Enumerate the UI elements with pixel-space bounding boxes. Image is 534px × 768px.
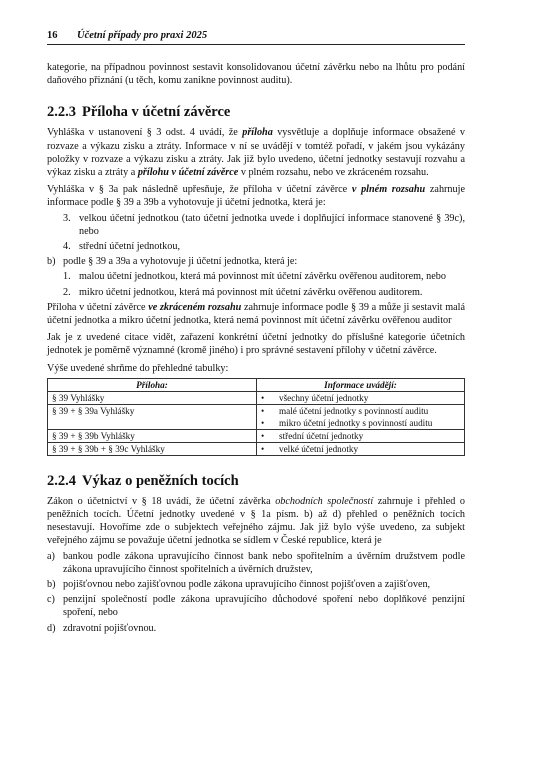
text-run: Vyhláška v ustanovení § 3 odst. 4 uvádí, že [47, 127, 243, 139]
list-text: mikro účetní jednotkou, která má povinnost mít účetní závěrku ověřenou auditorem. [79, 286, 423, 298]
paragraph-table-intro: Výše uvedené shrňme do přehledné tabulky: [47, 362, 229, 374]
paragraph-priloha-definition [47, 126, 465, 179]
list-item [47, 593, 465, 619]
emphasis-obchodni-spolecnosti: obchodních společností [275, 495, 374, 507]
list-marker: 4. [63, 241, 71, 253]
table-cell-info [257, 429, 465, 442]
table-bullet-item [261, 443, 460, 455]
list-small-scope [63, 270, 465, 298]
text-run: vysvětluje a doplňuje informace obsažené v rozvaze a výkazu zisku a ztráty. Informace v ní se uvádějí v tomtéž pořadí, v jakém jsou vykázány položky v rozvaze a výkazu zisku a ztráty. Jak již bylo uvedeno, účetní jednotky sestavují rozvahu a výkaz zisku a ztráty a [47, 127, 465, 179]
running-head [47, 30, 465, 45]
paragraph-cash-flow [47, 495, 465, 548]
section-number: 2.2.3 [47, 104, 76, 121]
page [47, 30, 465, 635]
table-row [48, 442, 465, 455]
section-title: Příloha v účetní závěrce [82, 104, 231, 121]
text-run: v plném rozsahu, nebo ve zkráceném rozsahu. [238, 167, 429, 179]
list-marker: a) [47, 550, 55, 562]
list-marker: c) [47, 594, 55, 606]
page-number: 16 [47, 30, 58, 41]
bullet-text: velké účetní jednotky [279, 443, 359, 454]
bullet-mark: • [261, 443, 265, 454]
table-cell-info [257, 391, 465, 404]
list-item [63, 286, 465, 299]
bullet-text: střední účetní jednotky [279, 430, 364, 441]
list-marker: d) [47, 622, 56, 634]
table-row [48, 391, 465, 404]
list-item-b [47, 255, 465, 268]
table-cell-info [257, 442, 465, 455]
text-run: zahrnuje informace podle § 39 a může ji sestavit malá účetní jednotka a mikro účetní jednotka, která nemá povinnost mít účetní závěrku ověřenou auditor [47, 301, 465, 327]
list-item [63, 240, 465, 253]
table-bullet-item [261, 392, 460, 404]
paragraph-plny-rozsah [47, 183, 465, 209]
list-text: zdravotní pojišťovnou. [63, 622, 157, 634]
list-text: střední účetní jednotkou, [79, 241, 181, 253]
list-marker: 2. [63, 286, 71, 298]
text-run: zahrnuje i přehled o peněžních tocích. Účetní jednotky uvedené v § 1a písm. b) až d) přehled o peněžních tocích nesestavují. Hovoříme zde o subjektech veřejného zájmu. Jak již bylo výše uvedeno, za subjekt veřejného zájmu se považuje účetní jednotka se sídlem v České republice, která je [47, 495, 465, 547]
list-marker: b) [47, 579, 56, 591]
bullet-mark: • [261, 392, 265, 403]
section-title: Výkaz o peněžních tocích [82, 472, 239, 489]
list-item [47, 622, 465, 635]
list-text: malou účetní jednotkou, která má povinnost mít účetní závěrku ověřenou auditorem, nebo [79, 271, 446, 283]
section-heading-2-2-3 [47, 104, 465, 121]
summary-table [47, 378, 465, 456]
list-item [63, 212, 465, 238]
list-text: penzijní společností podle zákona upravujícího důchodové spoření nebo doplňkové penzijní spoření, nebo [63, 594, 465, 619]
section-number: 2.2.4 [47, 472, 76, 489]
bullet-text: mikro účetní jednotky s povinností auditu [279, 417, 433, 428]
list-text: bankou podle zákona upravujícího činnost bank nebo spořitelním a úvěrním družstvem podle zákona upravujícího činnost spořitelních a úvěrních družstev, [63, 550, 465, 575]
table-row [48, 404, 465, 429]
emphasis-plny-rozsah: v plném rozsahu [351, 184, 426, 196]
list-marker: 3. [63, 212, 71, 224]
table-bullet-item [261, 417, 460, 429]
list-item [47, 550, 465, 576]
paragraph-citation-note: Jak je z uvedené citace vidět, zařazení konkrétní účetní jednotky do příslušné kategorie účetních jednotek je poměrně významné (kromě jiného) i pro správné sestavení přílohy v účetní závěrce. [47, 332, 465, 357]
list-public-interest-entities [47, 550, 465, 635]
table-bullet-item [261, 405, 460, 417]
table-cell-info [257, 404, 465, 429]
text-run: Vyhláška v § 3a pak následně upřesňuje, že příloha v účetní závěrce [47, 184, 352, 196]
bullet-text: všechny účetní jednotky [279, 392, 369, 403]
book-title: Účetní případy pro praxi 2025 [77, 30, 208, 41]
table-bullet-item [261, 430, 460, 442]
bullet-text: malé účetní jednotky s povinností auditu [279, 405, 429, 416]
bullet-mark: • [261, 405, 265, 416]
intro-paragraph: kategorie, na případnou povinnost sestavit konsolidovanou účetní závěrku nebo na lhůtu pro podání daňového přiznání (u těch, komu zanikne povinnost auditu). [47, 62, 465, 87]
emphasis-priloha: příloha [242, 127, 273, 139]
table-header-row [48, 378, 465, 391]
list-full-scope [63, 212, 465, 254]
list-text: podle § 39 a 39a a vyhotovuje ji účetní jednotka, která je: [63, 256, 298, 268]
table-header-cell: Příloha: [48, 378, 257, 391]
text-run: Zákon o účetnictví v § 18 uvádí, že účetní závěrka [47, 495, 276, 507]
list-text: pojišťovnou nebo zajišťovnou podle zákona upravujícího činnost pojišťoven a zajišťoven, [63, 579, 431, 591]
list-item [63, 270, 465, 283]
section-heading-2-2-4 [47, 473, 465, 490]
bullet-mark: • [261, 430, 265, 441]
table-header-cell: Informace uvádějí: [257, 378, 465, 391]
list-marker: 1. [63, 271, 71, 283]
text-run: zahrnuje informace podle § 39 a 39b a vyhotovuje ji účetní jednotka, která je: [47, 184, 465, 209]
table-cell-law: § 39 + § 39b + § 39c Vyhlášky [48, 442, 257, 455]
emphasis-priloha-v-ucetni-zaverce: přílohu v účetní závěrce [137, 167, 239, 179]
table-cell-law: § 39 + § 39b Vyhlášky [48, 429, 257, 442]
emphasis-zkraceny-rozsah: ve zkráceném rozsahu [148, 301, 242, 313]
table-cell-law: § 39 Vyhlášky [48, 391, 257, 404]
text-run: Příloha v účetní závěrce [47, 301, 149, 313]
bullet-mark: • [261, 417, 265, 428]
list-item [47, 578, 465, 591]
table-row [48, 429, 465, 442]
paragraph-zkraceny-rozsah [47, 301, 465, 327]
list-marker: b) [47, 256, 56, 268]
table-cell-law: § 39 + § 39a Vyhlášky [48, 404, 257, 429]
list-text: velkou účetní jednotkou (tato účetní jednotka uvede i doplňující informace stanovené § 39c), nebo [79, 212, 465, 237]
